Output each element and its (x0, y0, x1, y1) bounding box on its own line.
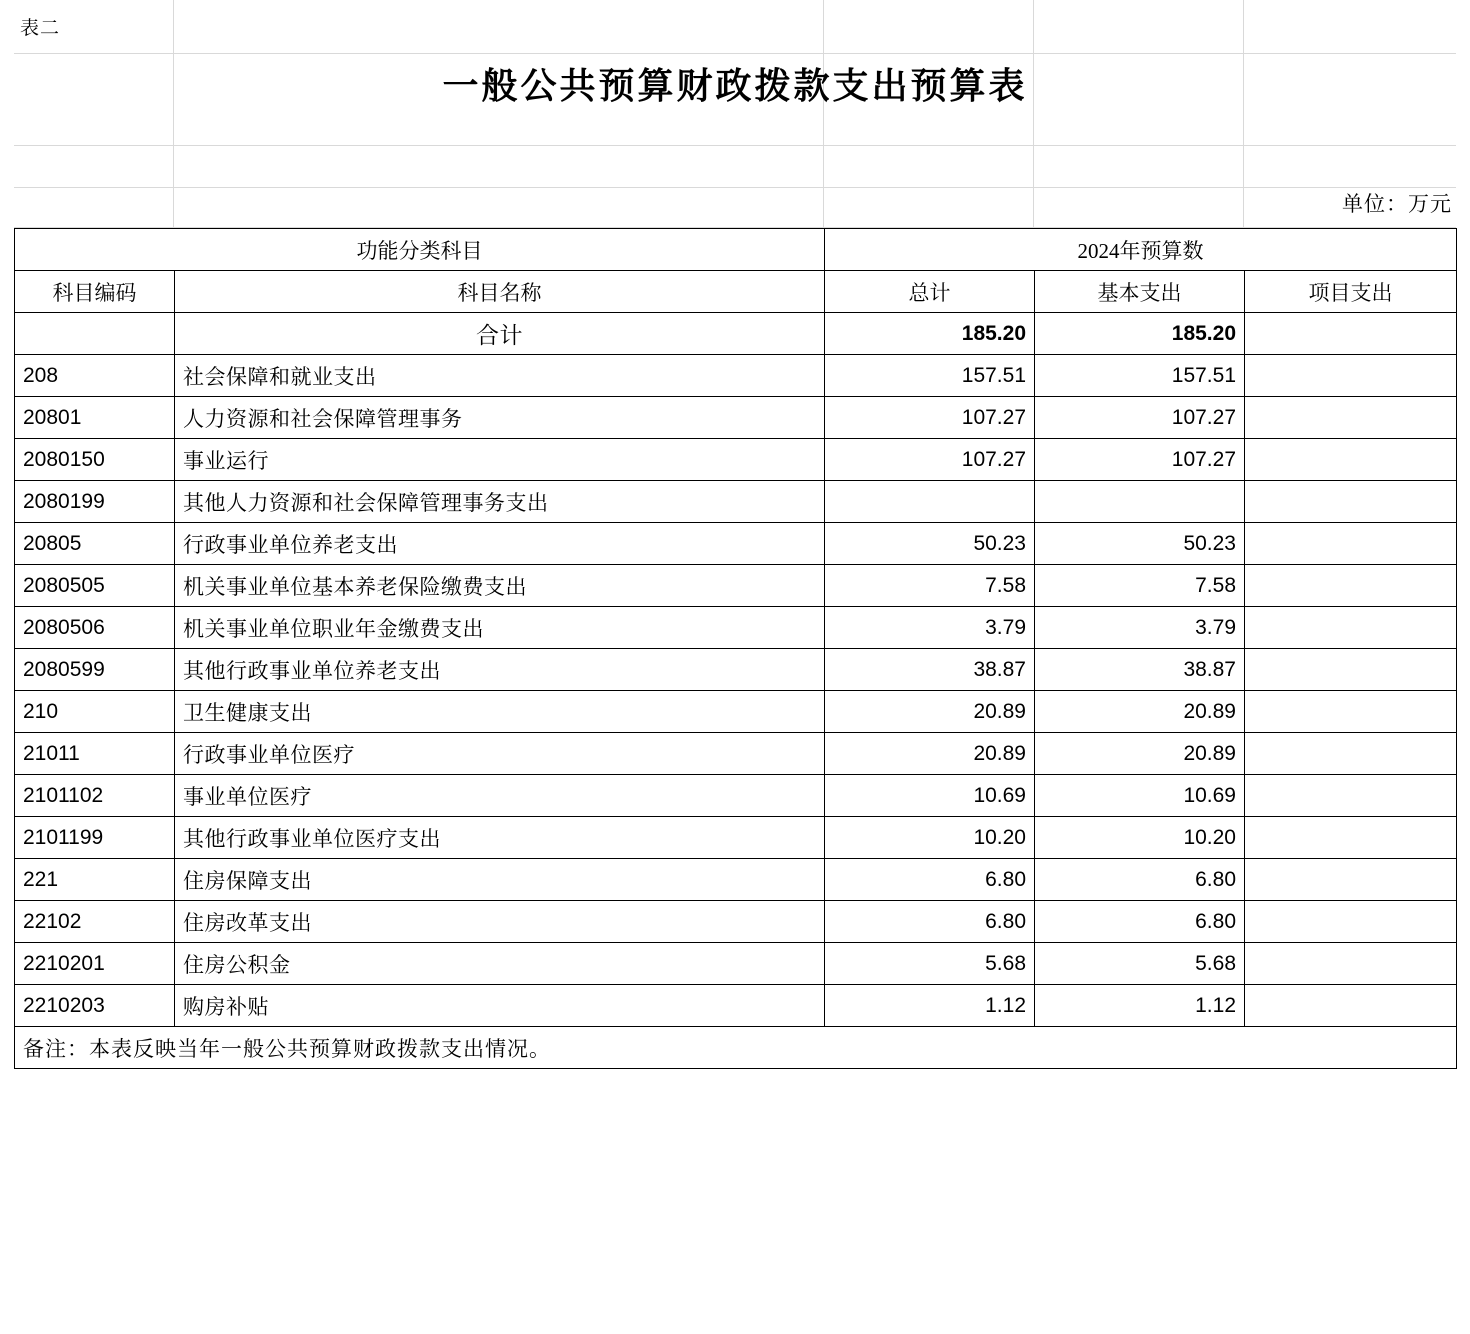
table-row (15, 733, 1457, 775)
table-row (15, 943, 1457, 985)
cell-project-expenditure (1245, 901, 1457, 943)
cell-basic-expenditure: 6.80 (1035, 901, 1245, 943)
cell-project-expenditure (1245, 817, 1457, 859)
cell-subject-code: 2080199 (15, 481, 175, 523)
cell-total: 50.23 (825, 523, 1035, 565)
header-col-code: 科目编码 (15, 271, 175, 313)
cell-subject-name: 住房保障支出 (175, 859, 825, 901)
cell-basic-expenditure: 6.80 (1035, 859, 1245, 901)
budget-table (14, 228, 1457, 1069)
table-row (15, 397, 1457, 439)
table-footer (15, 1027, 1457, 1069)
cell-total: 7.58 (825, 565, 1035, 607)
header-budget-year: 2024年预算数 (825, 229, 1457, 271)
cell-basic-expenditure: 10.20 (1035, 817, 1245, 859)
table-row (15, 607, 1457, 649)
cell-basic-expenditure: 20.89 (1035, 733, 1245, 775)
cell-project-expenditure (1245, 481, 1457, 523)
grid-cell (174, 146, 824, 187)
table-row (15, 901, 1457, 943)
cell-total: 6.80 (825, 859, 1035, 901)
cell-basic-expenditure: 5.68 (1035, 943, 1245, 985)
grid-cell (174, 0, 824, 53)
cell-project-expenditure (1245, 691, 1457, 733)
cell-subject-code: 221 (15, 859, 175, 901)
header-col-basic: 基本支出 (1035, 271, 1245, 313)
cell-subject-code: 2101199 (15, 817, 175, 859)
cell-total: 38.87 (825, 649, 1035, 691)
table-row (15, 355, 1457, 397)
cell-subject-name: 购房补贴 (175, 985, 825, 1027)
cell-total: 20.89 (825, 733, 1035, 775)
footnote-text: 备注：本表反映当年一般公共预算财政拨款支出情况。 (15, 1027, 1457, 1069)
table-row (15, 439, 1457, 481)
cell-total: 10.69 (825, 775, 1035, 817)
cell-subject-code: 20801 (15, 397, 175, 439)
cell-project-expenditure (1245, 859, 1457, 901)
sheet-tag: 表二 (20, 18, 61, 39)
cell-subject-code: 21011 (15, 733, 175, 775)
cell-basic-expenditure: 38.87 (1035, 649, 1245, 691)
cell-basic-expenditure: 7.58 (1035, 565, 1245, 607)
cell-project-expenditure (1245, 649, 1457, 691)
table-row (15, 817, 1457, 859)
grid-cell (824, 0, 1034, 53)
cell-subject-code: 210 (15, 691, 175, 733)
cell-project-expenditure (1245, 565, 1457, 607)
grid-row (14, 188, 1456, 228)
cell-subject-name: 其他行政事业单位养老支出 (175, 649, 825, 691)
cell-project-expenditure (1245, 397, 1457, 439)
cell-basic-expenditure: 10.69 (1035, 775, 1245, 817)
cell-basic-expenditure (1035, 481, 1245, 523)
grid-cell (14, 188, 174, 227)
cell-subject-name: 行政事业单位医疗 (175, 733, 825, 775)
cell-subject-code: 208 (15, 355, 175, 397)
cell-subject-name: 其他人力资源和社会保障管理事务支出 (175, 481, 825, 523)
header-col-total: 总计 (825, 271, 1035, 313)
cell-subject-name: 住房公积金 (175, 943, 825, 985)
grid-cell (1034, 146, 1244, 187)
table-row (15, 565, 1457, 607)
header-col-name: 科目名称 (175, 271, 825, 313)
cell-subject-code: 2080150 (15, 439, 175, 481)
table-header-group-row (15, 229, 1457, 271)
cell-project-expenditure (1245, 733, 1457, 775)
grid-cell (1244, 0, 1456, 53)
cell-subject-code: 2101102 (15, 775, 175, 817)
table-body (15, 313, 1457, 1027)
grid-cell (824, 188, 1034, 227)
table-row (15, 313, 1457, 355)
cell-project-expenditure (1245, 313, 1457, 355)
cell-total: 107.27 (825, 439, 1035, 481)
cell-subject-code: 2080599 (15, 649, 175, 691)
cell-subject-code: 2080505 (15, 565, 175, 607)
cell-subject-name: 卫生健康支出 (175, 691, 825, 733)
grid-row (14, 0, 1456, 54)
cell-subject-name: 机关事业单位基本养老保险缴费支出 (175, 565, 825, 607)
cell-project-expenditure (1245, 985, 1457, 1027)
cell-subject-name: 人力资源和社会保障管理事务 (175, 397, 825, 439)
cell-total: 20.89 (825, 691, 1035, 733)
grid-cell-tag (14, 0, 174, 53)
table-header (15, 229, 1457, 313)
cell-project-expenditure (1245, 943, 1457, 985)
cell-project-expenditure (1245, 607, 1457, 649)
cell-subject-code: 20805 (15, 523, 175, 565)
cell-total: 5.68 (825, 943, 1035, 985)
cell-basic-expenditure: 107.27 (1035, 439, 1245, 481)
table-row (15, 691, 1457, 733)
cell-basic-expenditure: 50.23 (1035, 523, 1245, 565)
table-row (15, 859, 1457, 901)
table-row (15, 481, 1457, 523)
cell-subject-code: 22102 (15, 901, 175, 943)
table-header-col-row (15, 271, 1457, 313)
cell-subject-name: 事业单位医疗 (175, 775, 825, 817)
grid-row (14, 146, 1456, 188)
cell-subject-name: 事业运行 (175, 439, 825, 481)
cell-subject-name: 住房改革支出 (175, 901, 825, 943)
grid-cell (1034, 188, 1244, 227)
cell-subject-code: 2210201 (15, 943, 175, 985)
cell-total: 185.20 (825, 313, 1035, 355)
cell-project-expenditure (1245, 775, 1457, 817)
unit-label: 单位：万元 (1342, 192, 1452, 216)
grid-cell (1034, 0, 1244, 53)
header-functional-category: 功能分类科目 (15, 229, 825, 271)
cell-total: 3.79 (825, 607, 1035, 649)
cell-subject-name: 其他行政事业单位医疗支出 (175, 817, 825, 859)
cell-basic-expenditure: 185.20 (1035, 313, 1245, 355)
cell-total: 10.20 (825, 817, 1035, 859)
cell-total (825, 481, 1035, 523)
page-title: 一般公共预算财政拨款支出预算表 (442, 66, 1028, 106)
table-row (15, 649, 1457, 691)
cell-subject-code: 2080506 (15, 607, 175, 649)
cell-basic-expenditure: 3.79 (1035, 607, 1245, 649)
cell-basic-expenditure: 1.12 (1035, 985, 1245, 1027)
cell-project-expenditure (1245, 355, 1457, 397)
spreadsheet-grid (14, 0, 1456, 228)
cell-subject-name: 社会保障和就业支出 (175, 355, 825, 397)
cell-basic-expenditure: 20.89 (1035, 691, 1245, 733)
grid-cell (174, 188, 824, 227)
cell-subject-name: 行政事业单位养老支出 (175, 523, 825, 565)
cell-total: 157.51 (825, 355, 1035, 397)
grid-cell (14, 146, 174, 187)
footnote-row (15, 1027, 1457, 1069)
table-row (15, 775, 1457, 817)
grid-cell (824, 146, 1034, 187)
table-row (15, 985, 1457, 1027)
table-row (15, 523, 1457, 565)
cell-total: 107.27 (825, 397, 1035, 439)
grid-cell (1244, 146, 1456, 187)
cell-subject-code (15, 313, 175, 355)
header-col-project: 项目支出 (1245, 271, 1457, 313)
cell-subject-name: 合计 (175, 313, 825, 355)
cell-subject-code: 2210203 (15, 985, 175, 1027)
cell-basic-expenditure: 157.51 (1035, 355, 1245, 397)
cell-total: 1.12 (825, 985, 1035, 1027)
cell-project-expenditure (1245, 439, 1457, 481)
cell-project-expenditure (1245, 523, 1457, 565)
cell-total: 6.80 (825, 901, 1035, 943)
cell-basic-expenditure: 107.27 (1035, 397, 1245, 439)
cell-subject-name: 机关事业单位职业年金缴费支出 (175, 607, 825, 649)
